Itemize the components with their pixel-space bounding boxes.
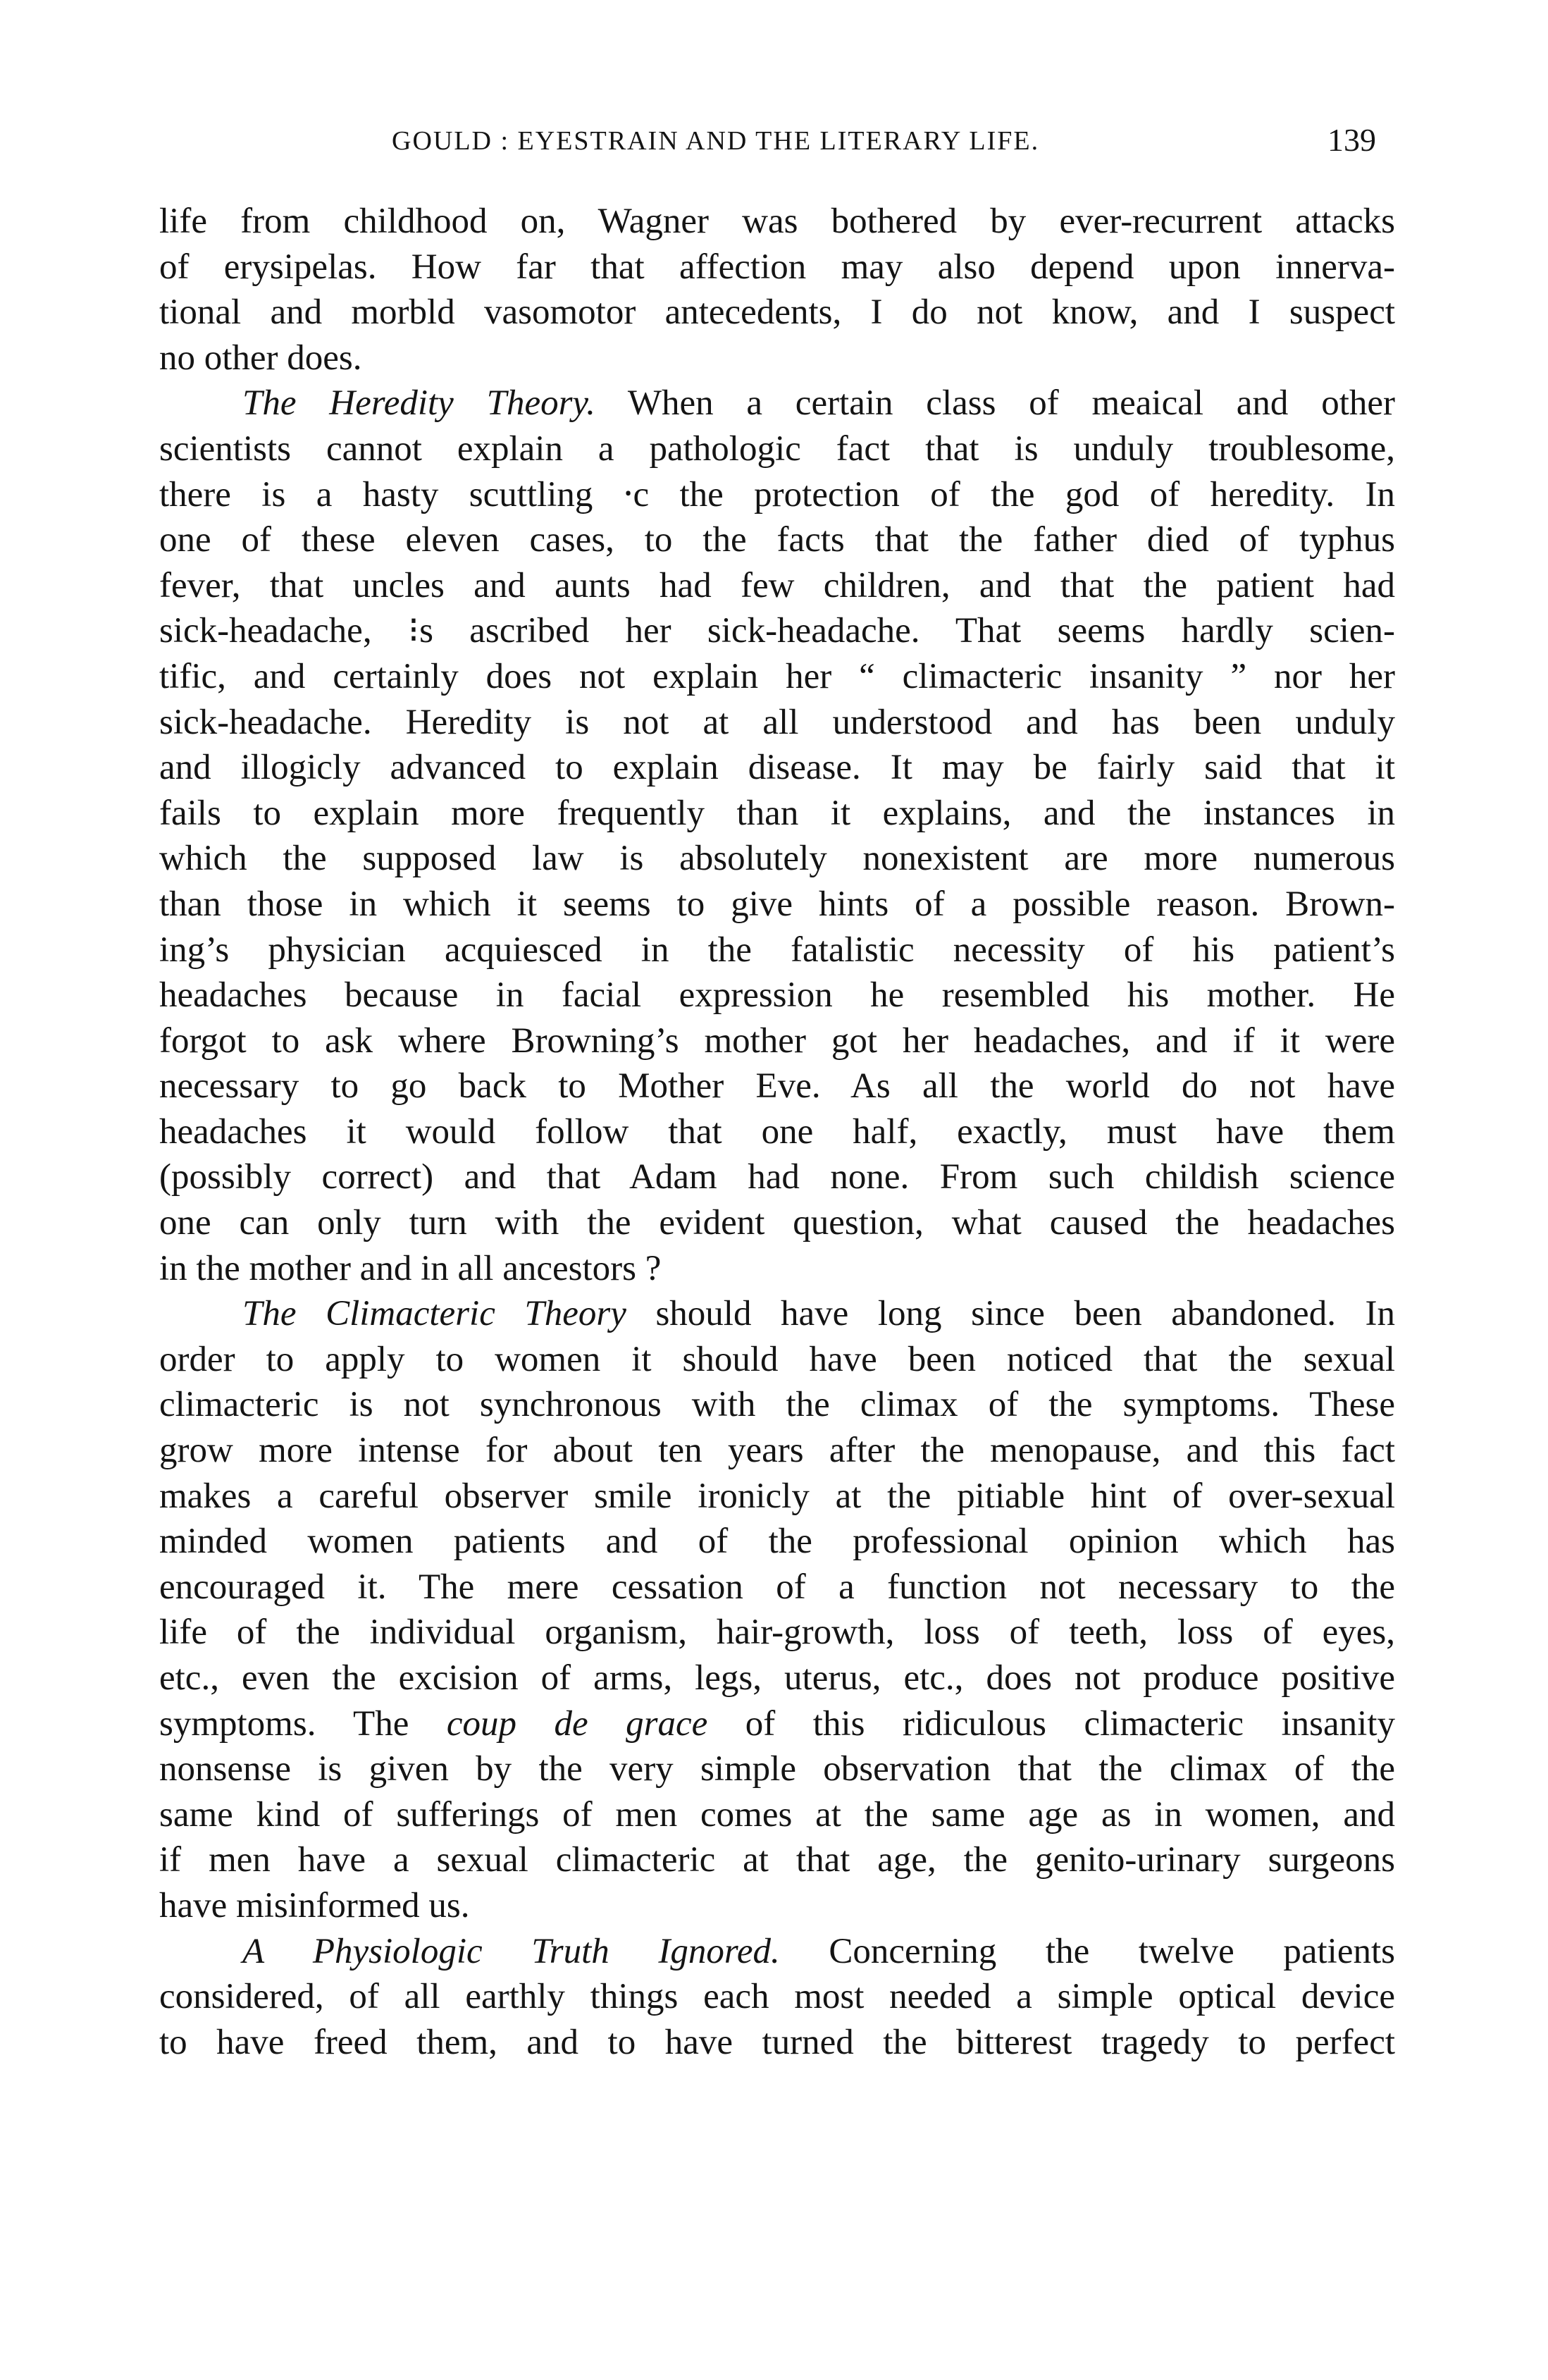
line-text: should have long since been abandoned. In: [626, 1294, 1395, 1334]
text-line: [159, 745, 1395, 791]
line-text: ing’s physician acquiesced in the fatalistic necessity of his patient’s: [159, 930, 1395, 970]
line-text: life of the individual organism, hair-growth, loss of teeth, loss of eyes,: [159, 1613, 1395, 1653]
line-text: headaches it would follow that one half, exactly, must have them: [159, 1111, 1395, 1152]
line-text: of erysipelas. How far that affection may also depend upon innerva-: [159, 247, 1395, 287]
line-text: nonsense is given by the very simple observation that the climax of the: [159, 1749, 1395, 1789]
text-line: [159, 1109, 1395, 1155]
line-text: tific, and certainly does not explain her “ climacteric insanity ” nor her: [159, 656, 1395, 696]
text-line: [159, 1337, 1395, 1383]
text-line: [159, 1883, 1395, 1929]
text-line: [159, 1610, 1395, 1655]
line-text: order to apply to women it should have been noticed that the sexual: [159, 1339, 1395, 1379]
line-text: to have freed them, and to have turned the bitterest tragedy to perfect: [159, 2022, 1395, 2062]
line-text: no other does.: [159, 338, 362, 378]
text-line: [159, 1974, 1395, 2020]
line-text: minded women patients and of the professional opinion which has: [159, 1522, 1395, 1562]
line-text: grow more intense for about ten years after the menopause, and this fact: [159, 1431, 1395, 1471]
line-text: and illogicly advanced to explain disease. It may be fairly said that it: [159, 748, 1395, 788]
text-line: [159, 836, 1395, 882]
text-line: [159, 290, 1395, 335]
text-line: [159, 1246, 1395, 1292]
line-text: sick-headache, ⁝s ascribed her sick-headache. That seems hardly scien-: [159, 611, 1395, 651]
text-line: [159, 472, 1395, 518]
line-text: one of these eleven cases, to the facts that the father died of typhus: [159, 520, 1395, 560]
text-line: [159, 1018, 1395, 1064]
text-line: [159, 335, 1395, 381]
text-line: [159, 1746, 1395, 1792]
text-line: [159, 1200, 1395, 1246]
text-line: [159, 426, 1395, 472]
text-line: [159, 1474, 1395, 1519]
text-line: [159, 1428, 1395, 1474]
italic-heading-text: The Heredity Theory.: [242, 383, 595, 424]
line-text: there is a hasty scuttling ⸱c the protection of the god of heredity. In: [159, 474, 1395, 514]
page-number: 139: [1327, 122, 1376, 158]
text-line: [159, 1291, 1395, 1337]
text-line: [159, 563, 1395, 609]
text-line: [159, 1519, 1395, 1565]
line-text: tional and morbld vasomotor antecedents, I do not know, and I suspect: [159, 292, 1395, 333]
line-text: necessary to go back to Mother Eve. As all the world do not have: [159, 1066, 1395, 1106]
line-text: than those in which it seems to give hints of a possible reason. Brown-: [159, 884, 1395, 924]
text-line: [159, 1382, 1395, 1428]
text-line: [159, 2020, 1395, 2066]
line-text: etc., even the excision of arms, legs, uterus, etc., does not produce positive: [159, 1658, 1395, 1698]
italic-heading-text: The Climacteric Theory: [242, 1294, 626, 1334]
line-text: one can only turn with the evident question, what caused the headaches: [159, 1203, 1395, 1243]
text-line: [159, 700, 1395, 746]
line-text: life from childhood on, Wagner was bothered by ever-recurrent attacks: [159, 202, 1395, 241]
text-line: [159, 654, 1395, 700]
line-text: symptoms. The: [159, 1703, 447, 1744]
line-text: in the mother and in all ancestors ?: [159, 1248, 662, 1288]
line-text: fever, that uncles and aunts had few children, and that the patient had: [159, 565, 1395, 605]
text-line: [159, 517, 1395, 563]
text-line: [159, 927, 1395, 973]
text-line: [159, 1701, 1395, 1747]
text-line: [159, 1655, 1395, 1701]
line-text: scientists cannot explain a pathologic fact that is unduly troublesome,: [159, 428, 1395, 469]
running-head: GOULD : EYESTRAIN AND THE LITERARY LIFE.: [392, 126, 1040, 156]
italic-heading-text: A Physiologic Truth Ignored.: [242, 1931, 780, 1971]
text-line: [159, 608, 1395, 654]
italic-heading-text: coup de grace: [446, 1703, 708, 1744]
text-line: [159, 1837, 1395, 1883]
line-text: (possibly correct) and that Adam had none. From such childish science: [159, 1157, 1395, 1197]
text-line: [159, 1063, 1395, 1109]
text-line: [159, 882, 1395, 927]
line-text: same kind of sufferings of men comes at the same age as in women, and: [159, 1794, 1395, 1835]
line-text: have misinformed us.: [159, 1885, 470, 1925]
text-line: [159, 1154, 1395, 1200]
line-text: When a certain class of meaical and other: [595, 383, 1395, 424]
text-line: [159, 381, 1395, 426]
text-line: [159, 1565, 1395, 1610]
line-text: fails to explain more frequently than it explains, and the instances in: [159, 793, 1395, 833]
line-text: makes a careful observer smile ironicly at the pitiable hint of over-sexual: [159, 1476, 1395, 1516]
text-line: [159, 245, 1395, 290]
line-text: of this ridiculous climacteric insanity: [707, 1703, 1395, 1744]
line-text: if men have a sexual climacteric at that age, the genito-urinary surgeons: [159, 1840, 1395, 1880]
text-line: [159, 1792, 1395, 1838]
body-text: [159, 199, 1395, 2065]
line-text: climacteric is not synchronous with the climax of the symptoms. These: [159, 1385, 1395, 1425]
line-text: headaches because in facial expression he resembled his mother. He: [159, 975, 1395, 1016]
text-line: [159, 1929, 1395, 1975]
line-text: considered, of all earthly things each most needed a simple optical device: [159, 1977, 1395, 2017]
text-line: [159, 791, 1395, 837]
line-text: encouraged it. The mere cessation of a function not necessary to the: [159, 1567, 1395, 1607]
line-text: sick-headache. Heredity is not at all understood and has been unduly: [159, 702, 1395, 742]
line-text: Concerning the twelve patients: [779, 1931, 1395, 1971]
text-line: [159, 973, 1395, 1018]
text-line: [159, 199, 1395, 245]
line-text: which the supposed law is absolutely nonexistent are more numerous: [159, 839, 1395, 879]
line-text: forgot to ask where Browning’s mother got her headaches, and if it were: [159, 1021, 1395, 1061]
